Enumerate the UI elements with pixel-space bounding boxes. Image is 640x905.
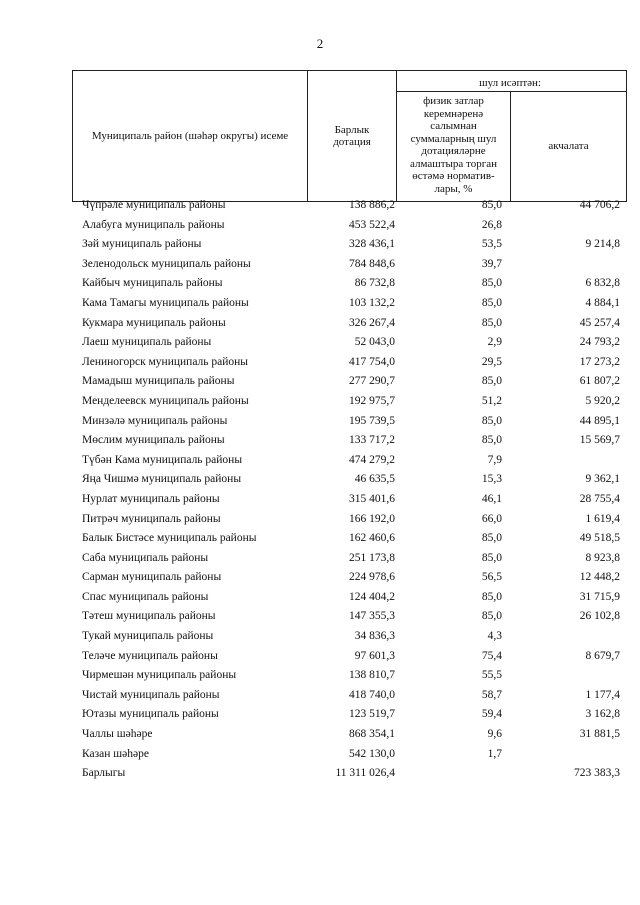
table-row — [0, 590, 640, 610]
cell-name: Зәй муниципаль районы — [82, 238, 202, 251]
table-row — [0, 198, 640, 218]
cell-percent: 85,0 — [481, 610, 502, 623]
cell-name: Минзәлә муниципаль районы — [82, 414, 228, 427]
cell-percent: 85,0 — [481, 551, 502, 564]
cell-cash: 26 102,8 — [579, 610, 620, 623]
table-row — [0, 374, 640, 394]
cell-total: 147 355,3 — [349, 610, 395, 623]
cell-total: 328 436,1 — [349, 238, 395, 251]
cell-name: Ютазы муниципаль районы — [82, 708, 219, 721]
cell-name: Барлыгы — [82, 767, 126, 780]
cell-name: Казан шәһәре — [82, 747, 149, 760]
cell-cash: 1 177,4 — [585, 688, 620, 701]
cell-total: 162 460,6 — [349, 532, 395, 545]
cell-name: Зеленодольск муниципаль районы — [82, 257, 251, 270]
table-row — [0, 649, 640, 669]
cell-percent: 59,4 — [481, 708, 502, 721]
cell-total: 453 522,4 — [349, 218, 395, 231]
cell-name: Кайбыч муниципаль районы — [82, 277, 223, 290]
cell-cash: 31 715,9 — [579, 590, 620, 603]
cell-cash: 8 923,8 — [585, 551, 620, 564]
header-percent-label: физик затлар керемнәренә салымнан суммаларның шул дотацияләрне алмаштыра торган өстәмә норматив-лары, % — [410, 95, 497, 195]
table-row — [0, 707, 640, 727]
table-row — [0, 668, 640, 688]
cell-cash: 24 793,2 — [579, 336, 620, 349]
table-row — [0, 433, 640, 453]
cell-percent: 7,9 — [487, 453, 502, 466]
cell-percent: 85,0 — [481, 532, 502, 545]
cell-name: Чистай муниципаль районы — [82, 688, 220, 701]
header-cash-column — [510, 91, 627, 202]
table-row — [0, 296, 640, 316]
page-number: 2 — [316, 36, 324, 51]
header-percent-column — [396, 91, 511, 202]
cell-total: 784 848,6 — [349, 257, 395, 270]
cell-cash: 3 162,8 — [585, 708, 620, 721]
header-name-column — [72, 70, 308, 202]
cell-cash: 4 884,1 — [585, 296, 620, 309]
table-row — [0, 355, 640, 375]
table-row — [0, 688, 640, 708]
header-group-label: шул исәптән: — [479, 76, 541, 89]
cell-total: 418 740,0 — [349, 688, 395, 701]
table-row — [0, 316, 640, 336]
cell-name: Саба муниципаль районы — [82, 551, 209, 564]
cell-percent: 85,0 — [481, 316, 502, 329]
table-row — [0, 512, 640, 532]
cell-name: Балык Бистәсе муниципаль районы — [82, 532, 257, 545]
cell-name: Тукай муниципаль районы — [82, 630, 214, 643]
cell-total: 52 043,0 — [354, 336, 395, 349]
cell-name: Лаеш муниципаль районы — [82, 336, 212, 349]
table-row — [0, 237, 640, 257]
cell-cash: 61 807,2 — [579, 375, 620, 388]
cell-cash: 6 832,8 — [585, 277, 620, 290]
cell-percent: 9,6 — [487, 728, 502, 741]
cell-cash: 9 362,1 — [585, 473, 620, 486]
cell-total: 34 836,3 — [354, 630, 395, 643]
cell-name: Кама Тамагы муниципаль районы — [82, 296, 249, 309]
cell-percent: 51,2 — [481, 394, 502, 407]
cell-percent: 66,0 — [481, 512, 502, 525]
cell-name: Яңа Чишмә муниципаль районы — [82, 473, 242, 486]
cell-percent: 15,3 — [481, 473, 502, 486]
header-cash-label: акчалата — [548, 140, 589, 153]
cell-name: Теләче муниципаль районы — [82, 649, 218, 662]
header-total-column — [307, 70, 397, 202]
cell-total: 251 173,8 — [349, 551, 395, 564]
header-name-label: Муниципаль район (шәһәр округы) исеме — [91, 129, 289, 142]
cell-name: Түбән Кама муниципаль районы — [82, 453, 243, 466]
cell-total: 868 354,1 — [349, 728, 395, 741]
cell-total: 474 279,2 — [349, 453, 395, 466]
cell-name: Нурлат муниципаль районы — [82, 492, 220, 505]
cell-total: 326 267,4 — [349, 316, 395, 329]
cell-percent: 85,0 — [481, 590, 502, 603]
cell-total: 542 130,0 — [349, 747, 395, 760]
header-total-label: Барлык дотация — [333, 123, 371, 148]
cell-cash: 15 569,7 — [579, 434, 620, 447]
cell-percent: 75,4 — [481, 649, 502, 662]
cell-total: 46 635,5 — [354, 473, 395, 486]
cell-total: 195 739,5 — [349, 414, 395, 427]
cell-name: Чирмешән муниципаль районы — [82, 669, 237, 682]
table-row — [0, 551, 640, 571]
cell-percent: 85,0 — [481, 199, 502, 211]
cell-cash: 45 257,4 — [579, 316, 620, 329]
cell-percent: 55,5 — [481, 669, 502, 682]
cell-cash: 9 214,8 — [585, 238, 620, 251]
cell-cash: 5 920,2 — [585, 394, 620, 407]
cell-name: Кукмара муниципаль районы — [82, 316, 226, 329]
cell-name: Лениногорск муниципаль районы — [82, 355, 249, 368]
cell-name: Чаллы шәһәре — [82, 728, 153, 741]
cell-name: Сарман муниципаль районы — [82, 571, 222, 584]
cell-total: 97 601,3 — [354, 649, 395, 662]
table-row — [0, 453, 640, 473]
cell-cash: 17 273,2 — [579, 355, 620, 368]
cell-percent: 85,0 — [481, 434, 502, 447]
cell-percent: 56,5 — [481, 571, 502, 584]
cell-total: 224 978,6 — [349, 571, 395, 584]
cell-name: Чүпрәле муниципаль районы — [82, 199, 226, 211]
cell-percent: 85,0 — [481, 277, 502, 290]
table-row — [0, 747, 640, 767]
header-group-column — [396, 70, 627, 92]
table-row — [0, 472, 640, 492]
cell-cash: 723 383,3 — [574, 767, 620, 780]
cell-name: Тәтеш муниципаль районы — [82, 610, 216, 623]
cell-percent: 4,3 — [487, 630, 502, 643]
cell-total: 138 810,7 — [349, 669, 395, 682]
cell-total: 192 975,7 — [349, 394, 395, 407]
table-row — [0, 609, 640, 629]
cell-total: 133 717,2 — [349, 434, 395, 447]
cell-total: 123 519,7 — [349, 708, 395, 721]
table-row — [0, 218, 640, 238]
cell-cash: 44 706,2 — [579, 199, 620, 211]
cell-percent: 29,5 — [481, 355, 502, 368]
table-row — [0, 727, 640, 747]
cell-total: 138 886,2 — [349, 199, 395, 211]
cell-total: 11 311 026,4 — [335, 767, 395, 780]
cell-percent: 39,7 — [481, 257, 502, 270]
cell-total: 124 404,2 — [349, 590, 395, 603]
cell-cash: 44 895,1 — [579, 414, 620, 427]
table-row — [0, 492, 640, 512]
cell-cash: 8 679,7 — [585, 649, 620, 662]
table-row — [0, 629, 640, 649]
cell-cash: 12 448,2 — [579, 571, 620, 584]
cell-percent: 46,1 — [481, 492, 502, 505]
cell-total: 315 401,6 — [349, 492, 395, 505]
cell-percent: 58,7 — [481, 688, 502, 701]
cell-name: Мөслим муниципаль районы — [82, 434, 225, 447]
cell-name: Питрәч муниципаль районы — [82, 512, 221, 525]
cell-percent: 1,7 — [487, 747, 502, 760]
cell-total: 166 192,0 — [349, 512, 395, 525]
cell-percent: 53,5 — [481, 238, 502, 251]
cell-cash: 49 518,5 — [579, 532, 620, 545]
cell-total: 103 132,2 — [349, 296, 395, 309]
data-table-body — [0, 198, 640, 786]
cell-name: Алабуга муниципаль районы — [82, 218, 225, 231]
table-row — [0, 335, 640, 355]
table-row — [0, 531, 640, 551]
table-row — [0, 257, 640, 277]
cell-percent: 85,0 — [481, 414, 502, 427]
cell-cash: 1 619,4 — [585, 512, 620, 525]
cell-percent: 85,0 — [481, 375, 502, 388]
table-row — [0, 414, 640, 434]
cell-total: 277 290,7 — [349, 375, 395, 388]
cell-cash: 31 881,5 — [579, 728, 620, 741]
cell-percent: 26,8 — [481, 218, 502, 231]
table-row — [0, 276, 640, 296]
cell-percent: 2,9 — [487, 336, 502, 349]
cell-total: 86 732,8 — [354, 277, 395, 290]
cell-cash: 28 755,4 — [579, 492, 620, 505]
cell-total: 417 754,0 — [349, 355, 395, 368]
cell-name: Мамадыш муниципаль районы — [82, 375, 235, 388]
cell-percent: 85,0 — [481, 296, 502, 309]
cell-name: Спас муниципаль районы — [82, 590, 209, 603]
cell-name: Менделеевск муниципаль районы — [82, 394, 249, 407]
table-row — [0, 766, 640, 786]
table-row — [0, 394, 640, 414]
table-row — [0, 570, 640, 590]
